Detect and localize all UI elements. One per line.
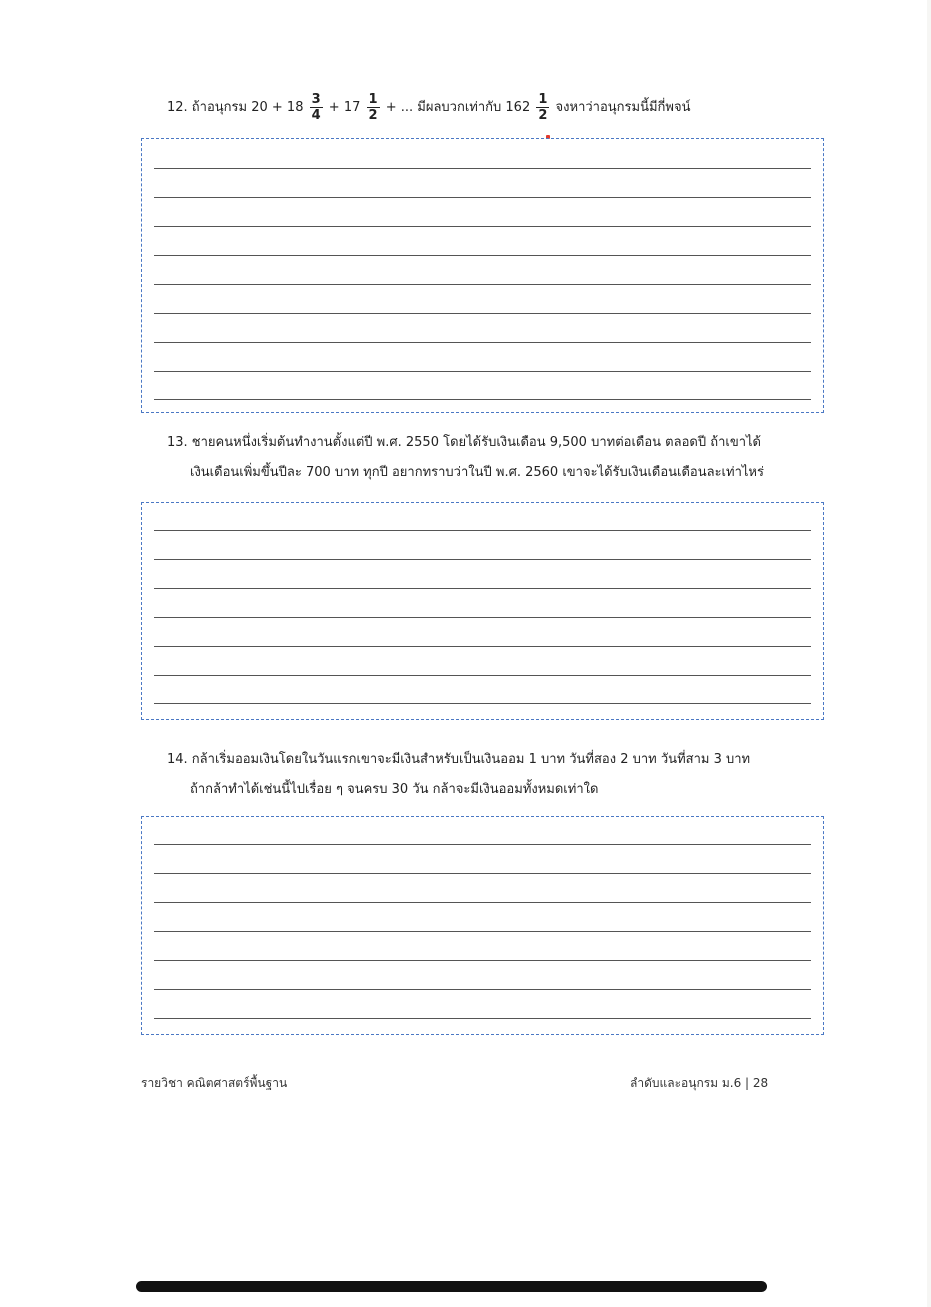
home-indicator-bar[interactable] — [136, 1281, 767, 1292]
answer-box-13[interactable] — [141, 502, 824, 720]
answer-line — [154, 844, 811, 845]
answer-line — [154, 342, 811, 343]
answer-line — [154, 255, 811, 256]
answer-line — [154, 989, 811, 990]
fraction-one-half-b: $\frac{1}{2}$ — [538, 92, 548, 123]
answer-line — [154, 399, 811, 400]
answer-line — [154, 675, 811, 676]
question-14 — [167, 745, 750, 805]
answer-line — [154, 873, 811, 874]
question-12-mid-1: + 17 — [328, 100, 361, 115]
answer-line — [154, 1018, 811, 1019]
answer-line — [154, 313, 811, 314]
footer-subject: รายวิชา คณิตศาสตร์พื้นฐาน — [141, 1076, 288, 1090]
answer-line — [154, 931, 811, 932]
question-14-line-1: 14. กล้าเริ่มออมเงินโดยในวันแรกเขาจะมีเงินสำหรับเป็นเงินออม 1 บาท วันที่สอง 2 บาท วันที่สาม 3 บาท — [167, 752, 751, 767]
question-13-line-2: เงินเดือนเพิ่มขึ้นปีละ 700 บาท ทุกปี อยากทราบว่าในปี พ.ศ. 2560 เขาจะได้รับเงินเดือนเดือนละเท่าไหร่ — [190, 465, 764, 480]
answer-box-14[interactable] — [141, 816, 824, 1035]
question-12-prefix: 12. ถ้าอนุกรม 20 + 18 — [167, 100, 304, 115]
answer-line — [154, 284, 811, 285]
question-12-mid-2: + ... มีผลบวกเท่ากับ 162 — [385, 100, 531, 115]
answer-box-12[interactable] — [141, 138, 824, 413]
answer-line — [154, 902, 811, 903]
answer-line — [154, 617, 811, 618]
answer-line — [154, 960, 811, 961]
answer-line — [154, 703, 811, 704]
page-edge — [927, 0, 931, 1307]
answer-line — [154, 559, 811, 560]
question-13 — [167, 428, 764, 488]
question-12-suffix: จงหาว่าอนุกรมนี้มีกี่พจน์ — [555, 100, 691, 115]
answer-line — [154, 197, 811, 198]
answer-line — [154, 226, 811, 227]
question-12 — [167, 88, 691, 128]
fraction-three-quarters: $\frac{3}{4}$ — [311, 92, 321, 123]
question-13-line-1: 13. ชายคนหนึ่งเริ่มต้นทำงานตั้งแต่ปี พ.ศ. 2550 โดยได้รับเงินเดือน 9,500 บาทต่อเดือน ตลอดปี ถ้าเขาได้ — [167, 435, 761, 450]
footer-chapter-page: ลำดับและอนุกรม ม.6 | 28 — [630, 1076, 769, 1090]
answer-line — [154, 588, 811, 589]
answer-line — [154, 646, 811, 647]
fraction-one-half-a: $\frac{1}{2}$ — [368, 92, 378, 123]
answer-line — [154, 530, 811, 531]
answer-line — [154, 168, 811, 169]
question-14-line-2: ถ้ากล้าทำได้เช่นนี้ไปเรื่อย ๆ จนครบ 30 วัน กล้าจะมีเงินออมทั้งหมดเท่าใด — [190, 782, 599, 797]
answer-line — [154, 371, 811, 372]
